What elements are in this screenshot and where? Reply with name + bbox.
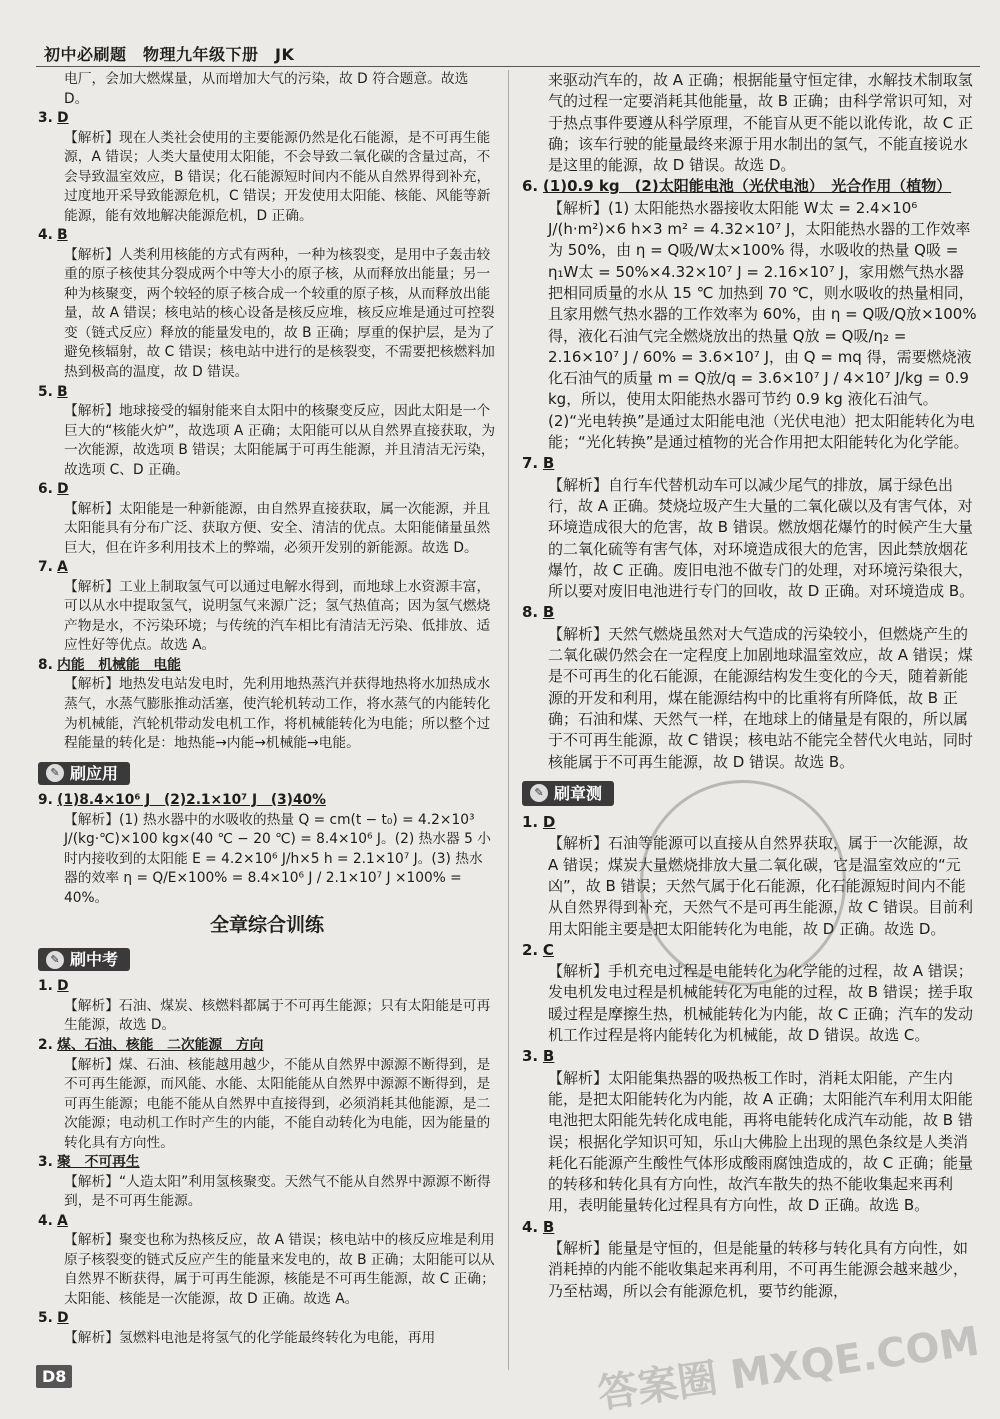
- item-number: 1.: [522, 813, 539, 832]
- answer-item: [522, 453, 978, 602]
- answer-item: [38, 1036, 496, 1153]
- item-explanation: 【解析】聚变也称为热核反应，故 A 错误；核电站中的核反应堆是利用原子核裂变的链式反应产生的能量来发电的，故 B 正确；太阳能可以从自然界不断获得，属于可再生能源，核能是不可再生能源，故 C 正确；太阳能、核能是一次能源，故 D 正确。故选 A。: [64, 1232, 495, 1307]
- item-answer: B: [57, 383, 68, 400]
- item-answer: A: [57, 559, 68, 576]
- item-explanation: 【解析】自行车代替机动车可以减少尾气的排放，属于绿色出行，故 A 正确。焚烧垃圾产生大量的二氧化碳以及有害气体，对环境造成很大的危害，故 B 错误。燃放烟花爆竹的时候产生大量的二氧化硫等有害气体，对环境造成很大的危害，因此禁放烟花爆竹，故 C 正确。废旧电池不做专门的处理，对环境污染很大，所以要对废旧电池进行专门的回收，故 D 正确。对环境造成 B。: [548, 475, 975, 601]
- site-watermark: 答案圈 MXQE.COM: [594, 1318, 982, 1418]
- item-explanation: 【解析】手机充电过程是电能转化为化学能的过程，故 A 错误；发电机发电过程是机械能转化为电能的过程，故 B 错误；搓手取暖过程是摩擦生热，机械能转化为内能，故 C 正确；汽车的发动机工作过程是将内能转化为机械能，故 D 错误。故选 C。: [548, 962, 974, 1045]
- page-header: 初中必刷题 物理九年级下册 JK: [44, 45, 295, 64]
- section-tab: [38, 948, 130, 972]
- item-number: 2.: [38, 1036, 53, 1053]
- item-number: 3.: [38, 110, 53, 127]
- brush-icon: ✎: [46, 951, 64, 969]
- item-number: 2.: [522, 940, 539, 959]
- answer-item: [38, 1153, 496, 1212]
- answer-item: [38, 226, 496, 382]
- answer-item: [38, 383, 496, 481]
- continued-text: 来驱动汽车的，故 A 正确；根据能量守恒定律，水解技术制取氢气的过程一定要消耗其他能量，故 B 正确；由科学常识可知，对于热点事件要遵从科学原理，不能盲从更不能以讹传讹，故 C 正确；该车行驶的能量最终来源于用水制出的氢气，不能直接说水是这里的能源，故 D 错误。故选 D。: [548, 71, 974, 175]
- answer-item: [38, 558, 496, 656]
- item-explanation: 【解析】石油、煤炭、核燃料都属于不可再生能源；只有太阳能是可再生能源，故选 D。: [64, 997, 491, 1034]
- item-answer: D: [542, 813, 556, 832]
- brush-icon: ✎: [46, 764, 64, 782]
- right-column: [522, 70, 978, 1302]
- section-tab: [38, 762, 130, 786]
- item-number: 4.: [522, 1217, 539, 1236]
- item-explanation: 【解析】现在人类社会使用的主要能源仍然是化石能源，是不可再生能源，A 错误；人类大量使用太阳能，不会导致二氧化碳的含量过高，不会导致温室效应，B 错误；化石能源短时间内不能从自然界得到补充，过度地开采导致能源危机，C 错误；开发使用太阳能、核能、风能等新能源，能有效地解决能源危机，D 正确。: [64, 129, 491, 224]
- answer-item: [38, 1309, 496, 1348]
- item-number: 3.: [522, 1047, 539, 1066]
- answer-item: [38, 1212, 496, 1310]
- page-number: D8: [36, 1365, 72, 1388]
- section-tab-label: 刷中考: [70, 949, 119, 969]
- answer-item: [38, 480, 496, 558]
- item-explanation: 【解析】“人造太阳”利用氢核聚变。天然气不能从自然界中源源不断得到，是不可再生能源。: [64, 1173, 491, 1210]
- item-number: 3.: [38, 1154, 53, 1171]
- section-tab-label: 刷应用: [70, 763, 119, 783]
- item-explanation: 【解析】太阳能集热器的吸热板工作时，消耗太阳能，产生内能，是把太阳能转化为内能，故 A 正确；太阳能汽车利用太阳能电池把太阳能先转化成电能，再将电能转化成汽车动能，故 B 错误；根据化学知识可知，乐山大佛脸上出现的黑色条纹是人类消耗化石能源产生酸性气体形成酸雨腐蚀造成的，故 C 正确；能量的转移和转化具有方向性，故汽车散失的热不能收集起来再利用，表明能量转化过程具有方向性，故 D 正确。故选 B。: [548, 1068, 974, 1215]
- item-explanation: 【解析】氢燃料电池是将氢气的化学能最终转化为电能，再用: [64, 1329, 436, 1346]
- stamp-watermark: [640, 780, 846, 986]
- item-explanation: 【解析】地球接受的辐射能来自太阳中的核聚变反应，因此太阳是一个巨大的“核能火炉”，故选项 A 正确；太阳能可以从自然界直接获取，为一次能源，故选项 B 错误；太阳能属于可再生能源，并且清洁无污染，故选项 C、D 正确。: [64, 403, 496, 478]
- item-answer: C: [542, 940, 554, 959]
- item-number: 4.: [38, 227, 53, 244]
- column-divider: [508, 70, 509, 1370]
- answer-item: [522, 1217, 978, 1302]
- item-explanation: 【解析】太阳能是一种新能源，由自然界直接获取，属一次能源，并且太阳能具有分布广泛、获取方便、安全、清洁的优点。太阳能储量虽然巨大，但在许多利用技术上的弊端，必须开发别的新能源。故选 D。: [64, 500, 491, 556]
- item-explanation: 【解析】(1) 热水器中的水吸收的热量 Q = cm(t − t₀) = 4.2×10³ J/(kg·℃)×100 kg×(40 ℃ − 20 ℃) = 8.4×10⁶ J。(2) 热水器 5 小时内接收到的太阳能 E = 4.2×10⁶ J/h×5 h = 2.1×10⁷ J。(3) 热水器的效率 η = Q/E×100% = 8.4×10⁶ J / 2.1×10⁷ J ×100% = 40%。: [64, 811, 492, 906]
- item-answer: B: [542, 454, 555, 473]
- answer-item: [522, 1046, 978, 1216]
- item-number: 5.: [38, 383, 53, 400]
- brush-icon: ✎: [530, 784, 548, 802]
- item-answer: A: [57, 1212, 68, 1229]
- section-tab-label: 刷章测: [554, 783, 603, 803]
- item-number: 8.: [522, 603, 539, 622]
- answer-item: [38, 109, 496, 226]
- answer-item: [38, 656, 496, 754]
- item-number: 6.: [522, 177, 539, 196]
- item-answer: (1)0.9 kg (2)太阳能电池（光伏电池） 光合作用（植物）: [542, 177, 952, 196]
- answer-item: [38, 977, 496, 1036]
- answer-item: [522, 176, 978, 453]
- item-explanation: 【解析】能量是守恒的，但是能量的转移与转化具有方向性，如消耗掉的内能不能收集起来再利用，不可再生能源会越来越少，乃至枯竭，所以会有能源危机，要节约能源，: [548, 1239, 969, 1300]
- item-explanation: 【解析】(1) 太阳能热水器接收太阳能 W太 = 2.4×10⁶ J/(h·m²)×6 h×3 m² = 4.32×10⁷ J，太阳能热水器的工作效率为 50%，由 η = Q吸/W太×100% 得，水吸收的热量 Q吸 = η₁W太 = 50%×4.32×10⁷ J = 2.16×10⁷ J，家用燃气热水器把相同质量的水从 15 ℃ 加热到 70 ℃，则水吸收的热量相同，且家用燃气热水器的工作效率为 60%，由 η = Q吸/Q放×100% 得，液化石油气完全燃烧放出的热量 Q放 = Q吸/η₂ = 2.16×10⁷ J / 60% = 3.6×10⁷ J，由 Q = mq 得，需要燃烧液化石油气的质量 m = Q放/q = 3.6×10⁷ J / 4×10⁷ J/kg = 0.9 kg，所以，使用太阳能热水器可节约 0.9 kg 液化石油气。(2)“光电转换”是通过太阳能电池（光伏电池）把太阳能转化为电能；“光化转换”是通过植物的光合作用把太阳能转化为化学能。: [548, 198, 977, 452]
- section-tab: [522, 781, 614, 806]
- item-number: 1.: [38, 978, 53, 995]
- continued-text: 电厂，会加大燃煤量，从而增加大气的污染，故 D 符合题意。故选 D。: [64, 71, 469, 107]
- left-column: [38, 70, 496, 1348]
- item-answer: (1)8.4×10⁶ J (2)2.1×10⁷ J (3)40%: [57, 792, 326, 809]
- item-answer: B: [542, 1047, 555, 1066]
- item-number: 7.: [522, 454, 539, 473]
- item-explanation: 【解析】地热发电站发电时，先利用地热蒸汽并获得地热将水加热成水蒸气，水蒸气膨胀推动活塞，使汽轮机转动工作，将水蒸气的内能转化为机械能，汽轮机带动发电机工作，将机械能转化为电能；所以整个过程能量的转化是：地热能→内能→机械能→电能。: [64, 676, 491, 752]
- item-answer: D: [57, 110, 69, 127]
- item-answer: B: [542, 603, 555, 622]
- item-explanation: 【解析】工业上制取氢气可以通过电解水得到，而地球上水资源丰富，可以从水中提取氢气，说明氢气来源广泛；氢气热值高；因为氢气燃烧产物是水，不污染环境；与传统的汽车相比有清洁无污染、低排放、适应性好等优点。故选 A。: [64, 578, 491, 654]
- item-explanation: 【解析】煤、石油、核能越用越少，不能从自然界中源源不断得到，是不可再生能源，而风能、水能、太阳能能从自然界中源源不断得到，是可再生能源；电能不能从自然界中直接得到，必须消耗其他能源，是二次能源；电动机工作时产生的内能，不能自动转化为电能，因为能量的转化具有方向性。: [64, 1056, 491, 1151]
- section-title: 全章综合训练: [209, 914, 324, 937]
- item-answer: 聚 不可再生: [57, 1154, 140, 1171]
- header-rule: [36, 66, 980, 67]
- item-answer: B: [57, 227, 68, 244]
- item-answer: D: [57, 1310, 69, 1327]
- item-number: 7.: [38, 559, 53, 576]
- item-number: 8.: [38, 656, 53, 673]
- answer-item: [522, 602, 978, 772]
- item-explanation: 【解析】石油等能源可以直接从自然界获取，属于一次能源，故 A 错误；煤炭大量燃烧排放大量二氧化碳，它是温室效应的“元凶”，故 B 错误；天然气属于化石能源，化石能源短时间内不能从自然界得到补充，天然气不是可再生能源，故 C 错误。目前利用太阳能主要是把太阳能转化为电能，故 D 正确。故选 D。: [548, 834, 974, 938]
- item-number: 9.: [38, 792, 53, 809]
- item-number: 4.: [38, 1212, 53, 1229]
- item-answer: 煤、石油、核能 二次能源 方向: [57, 1036, 264, 1053]
- item-answer: 内能 机械能 电能: [57, 656, 181, 673]
- item-answer: B: [542, 1217, 555, 1236]
- item-answer: D: [57, 978, 69, 995]
- item-explanation: 【解析】天然气燃烧虽然对大气造成的污染较小，但燃烧产生的二氧化碳仍然会在一定程度上加剧地球温室效应，故 A 错误；煤是不可再生的化石能源，在能源结构发生变化的今天，随着新能源的开发和利用，煤在能源结构中的比重将有所降低，故 B 正确；石油和煤、天然气一样，在地球上的储量是有限的，所以属于不可再生能源，故 C 错误；核电站不能完全替代火电站，同时核能属于不可再生能源，故 D 错误。故选 B。: [548, 624, 974, 771]
- item-explanation: 【解析】人类利用核能的方式有两种，一种为核裂变，是用中子轰击较重的原子核使其分裂成两个中等大小的原子核，从而释放出能量；另一种为核聚变，两个较轻的原子核合成一个较重的原子核，从而释放出能量，故 A 错误；核电站的核心设备是核反应堆，核反应堆是通过可控裂变（链式反应）释放的能量发电的，故 B 正确；厚重的保护层，是为了避免核辐射，故 C 错误；核电站中进行的是核裂变，不需要把核燃料加热到极高的温度，故 D 错误。: [64, 246, 495, 380]
- answer-item: [38, 791, 496, 908]
- item-number: 5.: [38, 1310, 53, 1327]
- item-number: 6.: [38, 481, 53, 498]
- item-answer: D: [57, 481, 69, 498]
